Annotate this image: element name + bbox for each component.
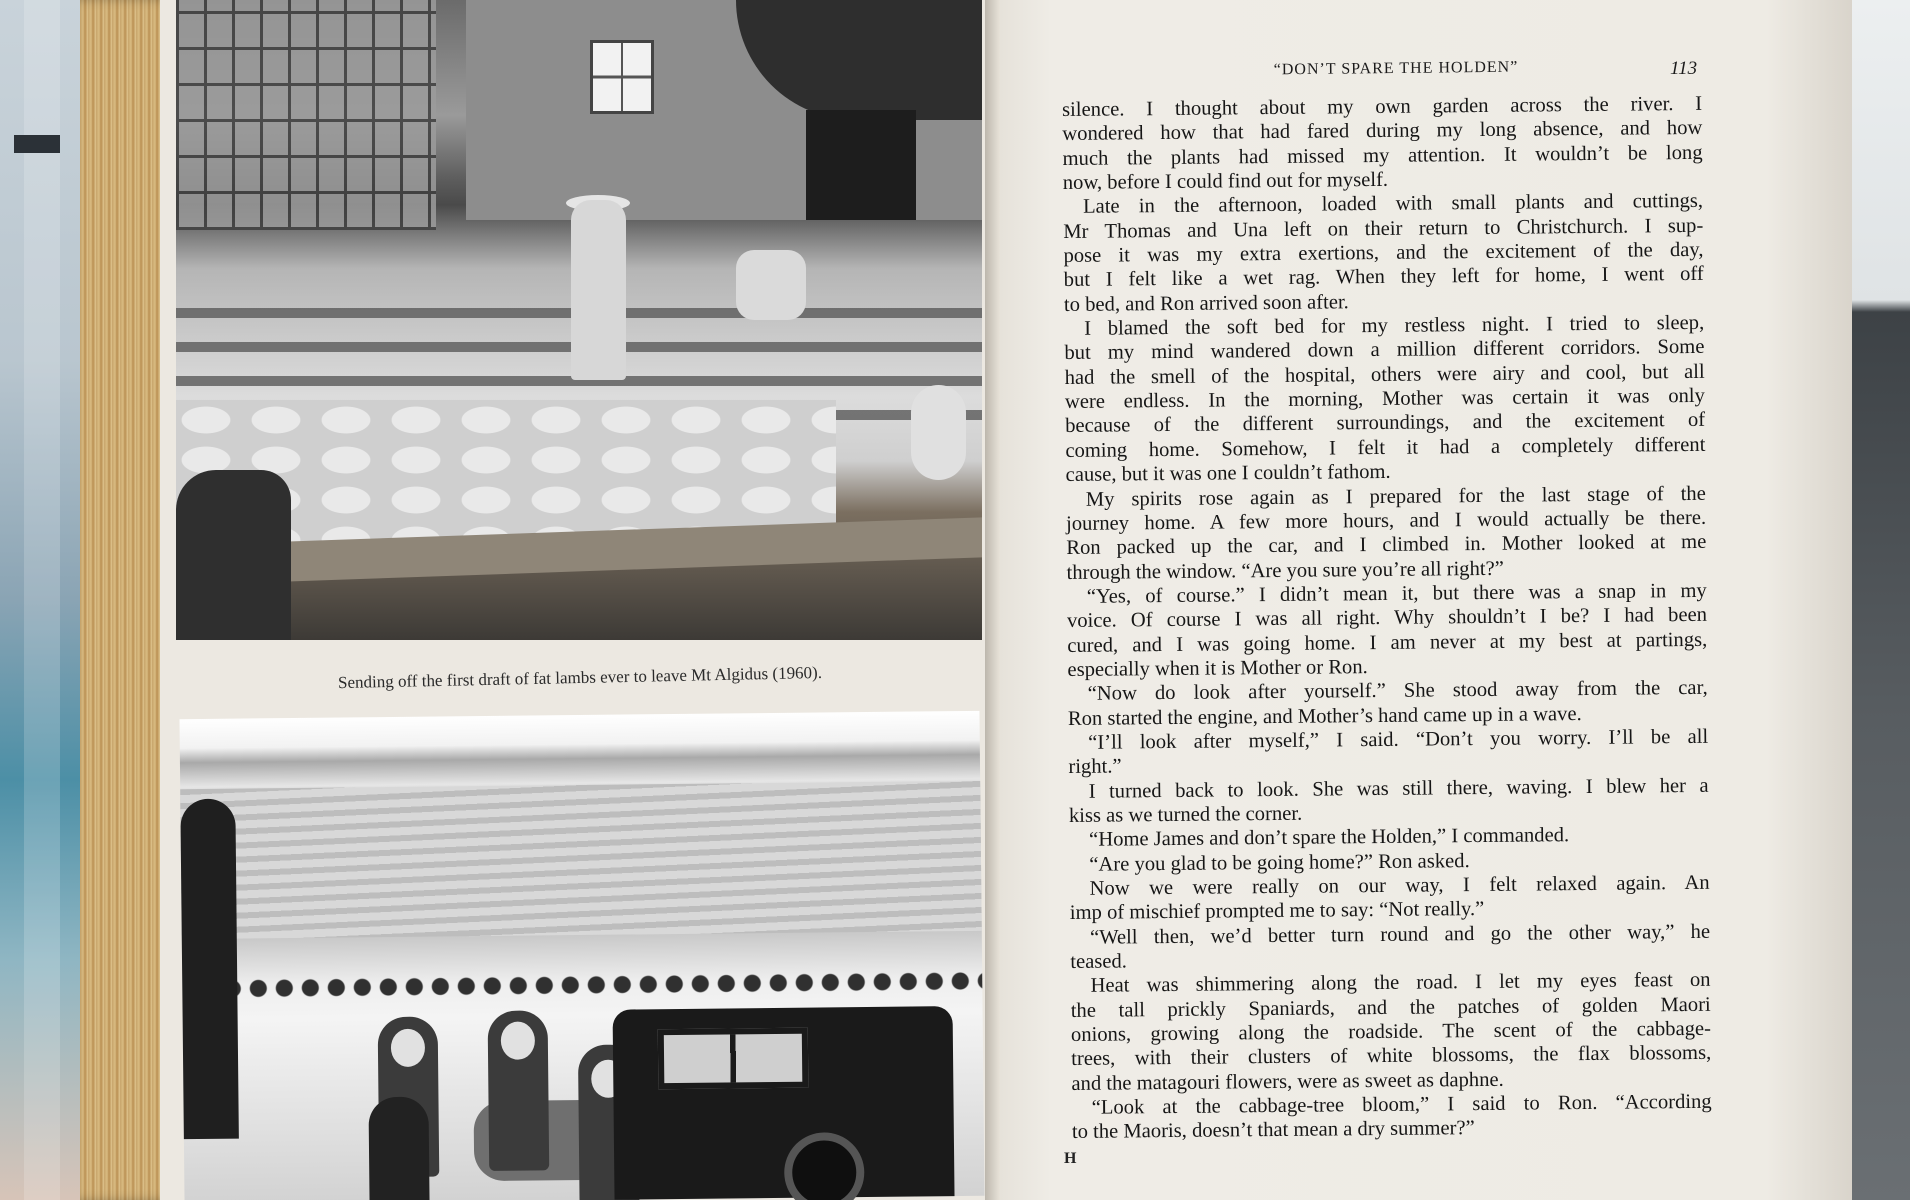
text-line: “Are you glad to be going home?” Ron asked. bbox=[1089, 849, 1470, 876]
text-line: coming home. Somehow, I felt it had a completely different bbox=[1065, 433, 1706, 462]
text-line: “Home James and don’t spare the Holden,” I commanded. bbox=[1089, 824, 1570, 852]
text-line: much the plants had missed my attention. It wouldn’t be long bbox=[1062, 141, 1703, 170]
text-line: through the window. “Are you sure you’re all right?” bbox=[1066, 557, 1504, 584]
text-line: onions, growing along the roadside. The scent of the cabbage- bbox=[1070, 1017, 1712, 1047]
left-page bbox=[160, 0, 988, 1200]
text-line: Late in the afternoon, loaded with small plants and cuttings, bbox=[1082, 190, 1704, 219]
photo-snow-landrover bbox=[179, 711, 984, 1200]
text-line: had the smell of the hospital, others were airy and cool, but all bbox=[1064, 360, 1705, 389]
text-line: journey home. A few more hours, and I would actually be there. bbox=[1065, 506, 1707, 535]
text-line: My spirits rose again as I prepared for the last stage of the bbox=[1085, 482, 1706, 511]
text-line: cause, but it was one I couldn’t fathom. bbox=[1065, 461, 1391, 487]
text-line: kiss as we turned the corner. bbox=[1068, 802, 1303, 827]
text-line: right.” bbox=[1068, 755, 1122, 779]
text-line: imp of mischief prompted me to say: “Not really.” bbox=[1069, 898, 1485, 925]
text-line: Mr Thomas and Una left on their return to Christchurch. I sup- bbox=[1063, 214, 1704, 243]
text-line: teased. bbox=[1070, 950, 1128, 973]
background-right bbox=[1850, 0, 1910, 1200]
text-line: Ron started the engine, and Mother’s hand came up in a wave. bbox=[1067, 702, 1582, 730]
running-head: “DON’T SPARE THE HOLDEN” bbox=[1273, 58, 1519, 79]
text-line: pose it was my extra exertions, and the excitement of the day, bbox=[1063, 238, 1704, 268]
text-line: “I’ll look after myself,” I said. “Don’t you worry. I’ll be all bbox=[1088, 725, 1709, 754]
body-text bbox=[1062, 92, 1712, 1145]
text-line: to the Maoris, doesn’t that mean a dry summer?” bbox=[1071, 1117, 1475, 1144]
text-line: cured, and I was going home. I am never at my best at partings, bbox=[1067, 628, 1708, 657]
text-line: but my mind wandered down a million different corridors. Some bbox=[1064, 336, 1705, 365]
text-line: “Look at the cabbage-tree bloom,” I said to Ron. “According bbox=[1091, 1090, 1712, 1119]
text-line: but I felt like a wet rag. When they left for home, I went off bbox=[1063, 263, 1704, 292]
text-line: Ron packed up the car, and I climbed in. Mother looked at me bbox=[1066, 531, 1707, 560]
text-line: wondered how that had fared during my long absence, and how bbox=[1062, 117, 1703, 146]
text-line: silence. I thought about my own garden across the river. I bbox=[1062, 92, 1703, 121]
text-line: because of the different surroundings, and the excitement of bbox=[1065, 409, 1706, 438]
photo-sheep-yard bbox=[176, 0, 982, 640]
text-line: I blamed the soft bed for my restless night. I tried to sleep, bbox=[1084, 311, 1705, 340]
text-line: to bed, and Ron arrived soon after. bbox=[1063, 291, 1349, 316]
text-line: “Now do look after yourself.” She stood away from the car, bbox=[1087, 677, 1708, 706]
text-line: I turned back to look. She was still there, waving. I blew her a bbox=[1088, 774, 1709, 803]
text-line: especially when it is Mother or Ron. bbox=[1067, 655, 1368, 681]
page-number: 113 bbox=[1670, 58, 1698, 79]
text-line: “Yes, of course.” I didn’t mean it, but there was a snap in my bbox=[1086, 579, 1707, 608]
text-line: Now we were really on our way, I felt relaxed again. An bbox=[1089, 871, 1710, 900]
photo-caption: Sending off the first draft of fat lambs ever to leave Mt Algidus (1960). bbox=[337, 662, 823, 692]
signature-mark: H bbox=[1064, 1150, 1077, 1167]
text-line: the tall prickly Spaniards, and the patches of golden Maori bbox=[1070, 993, 1711, 1022]
text-line: and the matagouri flowers, were as sweet as daphne. bbox=[1071, 1068, 1504, 1095]
text-line: trees, with their clusters of white blossoms, the flax blossoms, bbox=[1071, 1042, 1712, 1071]
text-line: voice. Of course I was all right. Why shouldn’t I be? I had been bbox=[1066, 604, 1708, 633]
text-line: Heat was shimmering along the road. I let my eyes feast on bbox=[1090, 969, 1711, 998]
text-line: were endless. In the morning, Mother was certain it was only bbox=[1064, 384, 1705, 414]
right-page bbox=[1000, 0, 1852, 1200]
text-line: now, before I could find out for myself. bbox=[1062, 168, 1389, 195]
text-line: “Well then, we’d better turn round and go the other way,” he bbox=[1089, 920, 1711, 949]
